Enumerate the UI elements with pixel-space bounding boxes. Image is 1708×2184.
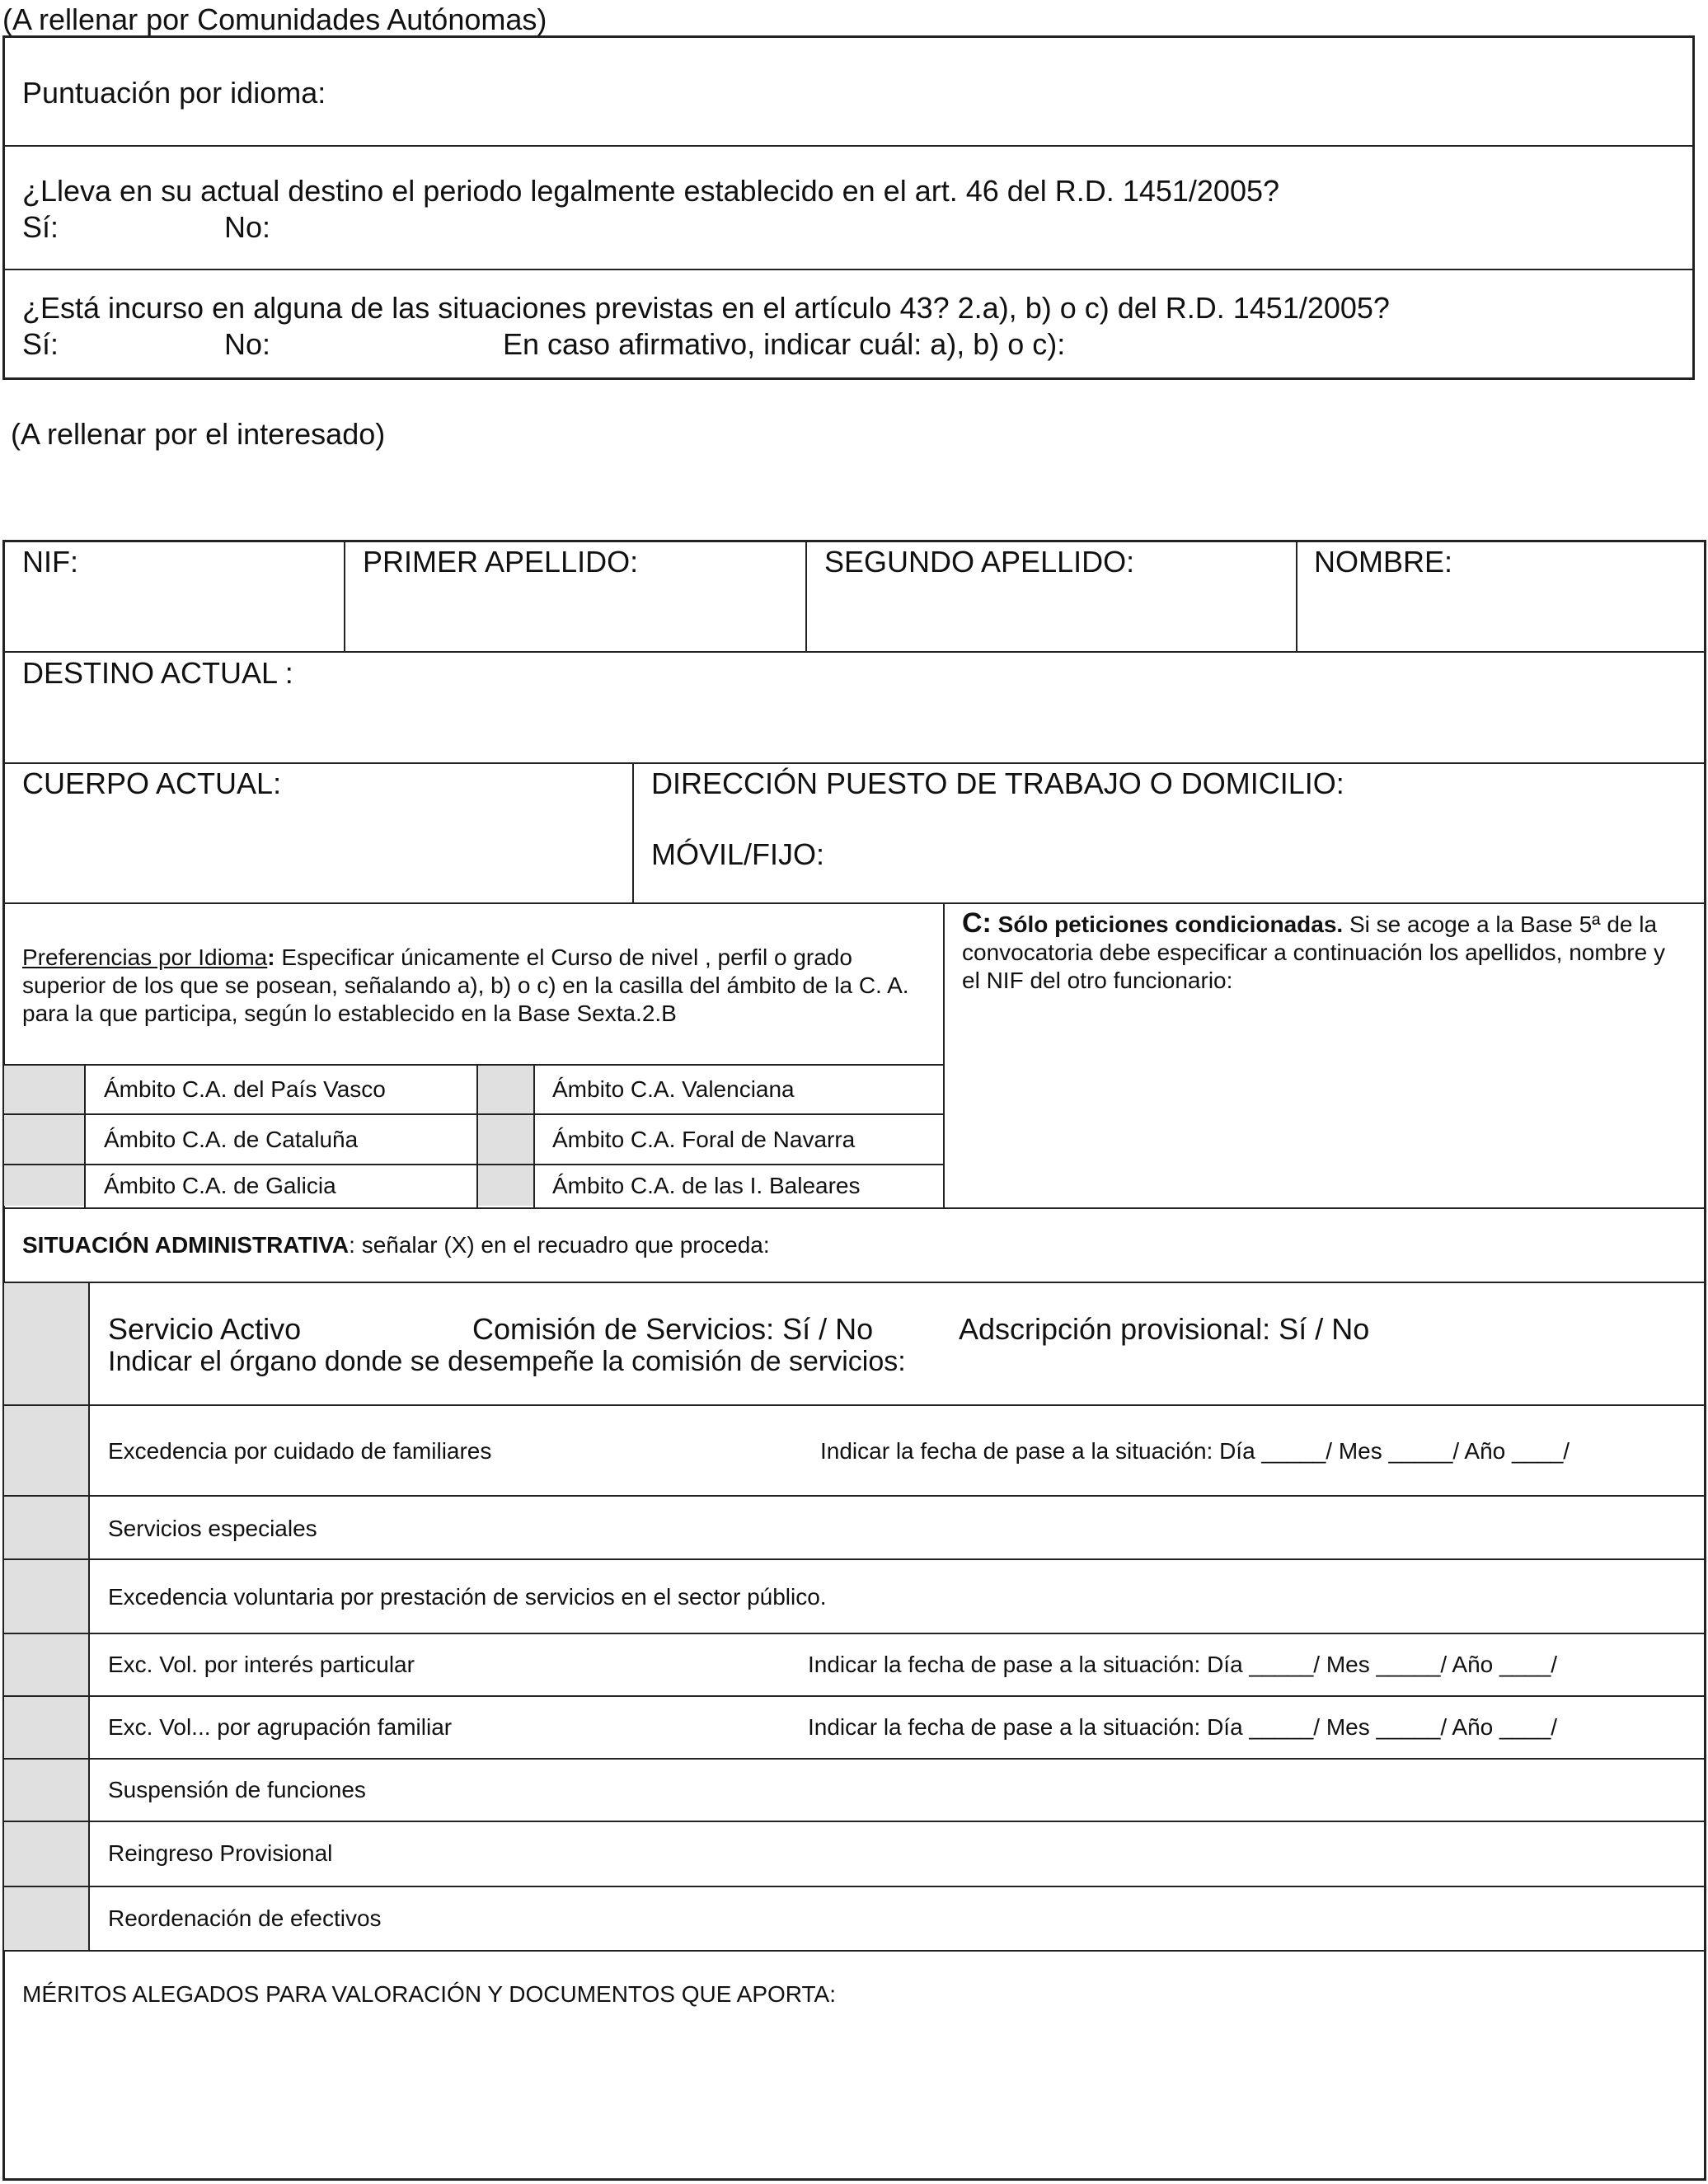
- situacion-checkbox-agrupacion-familiar[interactable]: [4, 1697, 88, 1758]
- situacion-checkbox-sector-publico[interactable]: [4, 1560, 88, 1633]
- situacion-title: SITUACIÓN ADMINISTRATIVA: señalar (X) en el recuadro que proceda:: [22, 1232, 770, 1258]
- situacion-item: Excedencia voluntaria por prestación de servicios en el sector público.: [108, 1584, 827, 1610]
- ambito-label: Ámbito C.A. Valenciana: [552, 1076, 795, 1102]
- destino-actual-field[interactable]: DESTINO ACTUAL :: [22, 656, 293, 690]
- situacion-item: Suspensión de funciones: [108, 1777, 366, 1802]
- ambito-checkbox-valenciana[interactable]: [478, 1066, 533, 1113]
- afirmativo-label: En caso afirmativo, indicar cuál: a), b) o c):: [503, 327, 1066, 361]
- ambito-checkbox-navarra[interactable]: [478, 1115, 533, 1164]
- situacion-checkbox-suspension[interactable]: [4, 1760, 88, 1821]
- nombre-field[interactable]: NOMBRE:: [1314, 545, 1453, 579]
- ambito-label: Ámbito C.A. Foral de Navarra: [552, 1127, 856, 1152]
- situacion-checkbox-reingreso[interactable]: [4, 1822, 88, 1886]
- situacion-checkbox-reordenacion[interactable]: [4, 1887, 88, 1950]
- puntuacion-label: Puntuación por idioma:: [22, 76, 326, 110]
- direccion-field[interactable]: DIRECCIÓN PUESTO DE TRABAJO O DOMICILIO:: [651, 766, 1344, 800]
- meritos-field[interactable]: MÉRITOS ALEGADOS PARA VALORACIÓN Y DOCUMENTOS QUE APORTA:: [22, 1981, 836, 2007]
- segundo-apellido-field[interactable]: SEGUNDO APELLIDO:: [824, 545, 1135, 579]
- fecha-pase-field[interactable]: Indicar la fecha de pase a la situación: Día _____/ Mes _____/ Año ____/: [808, 1714, 1558, 1740]
- ambito-label: Ámbito C.A. de las I. Baleares: [552, 1173, 861, 1198]
- no-label: No:: [224, 327, 271, 361]
- situacion-checkbox-cuidado-familiares[interactable]: [4, 1406, 88, 1495]
- situacion-checkbox-servicios-especiales[interactable]: [4, 1497, 88, 1558]
- movil-field[interactable]: MÓVIL/FIJO:: [651, 837, 825, 871]
- fecha-pase-field[interactable]: Indicar la fecha de pase a la situación: Día _____/ Mes _____/ Año ____/: [820, 1438, 1570, 1464]
- no-label: No:: [224, 210, 271, 244]
- situacion-item: Servicios especiales: [108, 1516, 317, 1541]
- situacion-checkbox-servicio-activo[interactable]: [4, 1283, 88, 1404]
- situacion-item: Reordenación de efectivos: [108, 1905, 382, 1931]
- ambito-checkbox-baleares[interactable]: [478, 1165, 533, 1207]
- question-art46: ¿Lleva en su actual destino el periodo legalmente establecido en el art. 46 del R.D. 1451/2005?: [22, 174, 1280, 208]
- comision-label: Comisión de Servicios: Sí / No: [472, 1312, 874, 1346]
- question-art43: ¿Está incurso en alguna de las situaciones previstas en el artículo 43? 2.a), b) o c) del R.D. 1451/2005?: [22, 291, 1390, 325]
- ambito-label: Ámbito C.A. del País Vasco: [104, 1076, 386, 1102]
- adscripcion-label: Adscripción provisional: Sí / No: [959, 1312, 1370, 1346]
- indicar-organo-label: Indicar el órgano donde se desempeñe la comisión de servicios:: [108, 1346, 906, 1377]
- divider: [2, 145, 1695, 147]
- servicio-activo-label: Servicio Activo: [108, 1312, 302, 1346]
- situacion-checkbox-interes-particular[interactable]: [4, 1634, 88, 1695]
- situacion-item: Reingreso Provisional: [108, 1840, 333, 1866]
- cuerpo-actual-field[interactable]: CUERPO ACTUAL:: [22, 766, 282, 800]
- fecha-pase-field[interactable]: Indicar la fecha de pase a la situación: Día _____/ Mes _____/ Año ____/: [808, 1652, 1558, 1677]
- ambito-checkbox-galicia[interactable]: [4, 1165, 84, 1207]
- ambito-label: Ámbito C.A. de Cataluña: [104, 1127, 359, 1152]
- situacion-item: Exc. Vol. por interés particular: [108, 1652, 415, 1677]
- divider: [2, 269, 1695, 270]
- situacion-item: Exc. Vol... por agrupación familiar: [108, 1714, 453, 1740]
- situacion-item: Excedencia por cuidado de familiares: [108, 1438, 492, 1464]
- ambito-label: Ámbito C.A. de Galicia: [104, 1173, 336, 1198]
- ambito-checkbox-pais-vasco[interactable]: [4, 1066, 84, 1113]
- ccaa-note: (A rellenar por Comunidades Autónomas): [2, 2, 547, 36]
- si-label: Sí:: [22, 327, 59, 361]
- interesado-note: (A rellenar por el interesado): [11, 417, 386, 451]
- ambito-checkbox-cataluna[interactable]: [4, 1115, 84, 1164]
- nif-field[interactable]: NIF:: [22, 545, 78, 579]
- si-label: Sí:: [22, 210, 59, 244]
- primer-apellido-field[interactable]: PRIMER APELLIDO:: [363, 545, 639, 579]
- preferencias-text: Preferencias por Idioma: Especificar únicamente el Curso de nivel , perfil o grado superior de los que se posean, señalando a), b) o c) en la casilla del ámbito de la C. A. para la que participa, según lo establecido en la Base Sexta.2.B: [22, 944, 909, 1026]
- condicionadas-text: C: Sólo peticiones condicionadas. Si se acoge a la Base 5ª de la convocatoria debe especificar a continuación los apellidos, nombre y el NIF del otro funcionario:: [962, 907, 1665, 993]
